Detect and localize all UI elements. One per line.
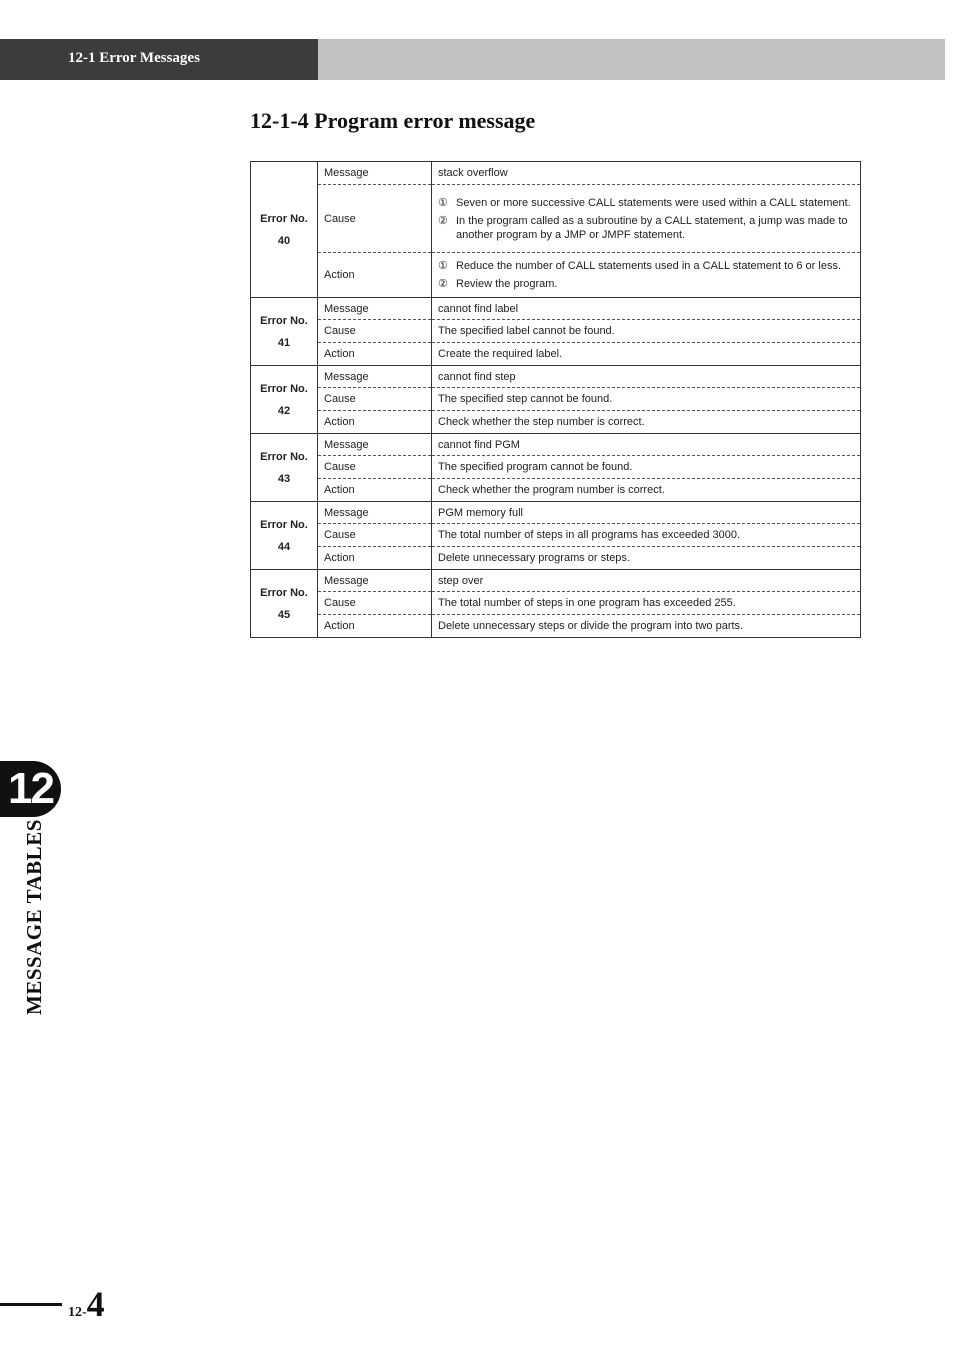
- cause-text: Seven or more successive CALL statements were used within a CALL statement.: [456, 196, 851, 209]
- table-row: [251, 547, 861, 570]
- table-row: [251, 320, 861, 343]
- error-number-cell: [251, 570, 318, 638]
- error-cause: The specified program cannot be found.: [432, 456, 861, 479]
- table-row: [251, 253, 861, 298]
- chapter-number: 12: [8, 764, 53, 813]
- page-number-value: 4: [86, 1284, 105, 1324]
- header-bar: [0, 39, 945, 80]
- error-number: 40: [277, 234, 291, 247]
- table-row: [251, 592, 861, 615]
- header-title-block: [0, 39, 318, 80]
- error-message: stack overflow: [432, 162, 861, 185]
- table-row: [251, 502, 861, 524]
- row-label-message: Message: [318, 570, 432, 592]
- error-action: Delete unnecessary programs or steps.: [432, 547, 861, 570]
- row-label-message: Message: [318, 162, 432, 185]
- error-number-cell: [251, 162, 318, 298]
- error-cause: [432, 185, 861, 253]
- table-row: [251, 456, 861, 479]
- error-action: Create the required label.: [432, 343, 861, 366]
- page-prefix: 12-: [68, 1305, 87, 1320]
- row-label-action: Action: [318, 253, 432, 298]
- table-row: [251, 366, 861, 388]
- cause-text: In the program called as a subroutine by a CALL statement, a jump was made to another program by a JMP or JMPF statement.: [456, 214, 848, 241]
- table-row: [251, 570, 861, 592]
- error-action: [432, 253, 861, 298]
- error-message: cannot find step: [432, 366, 861, 388]
- cause-item: [438, 196, 860, 210]
- error-action: Check whether the step number is correct.: [432, 411, 861, 434]
- table-row: [251, 524, 861, 547]
- error-number: 43: [277, 472, 291, 485]
- row-label-cause: Cause: [318, 592, 432, 615]
- error-no-label: Error No.: [260, 518, 308, 531]
- row-label-cause: Cause: [318, 524, 432, 547]
- header-title: 12-1 Error Messages: [68, 50, 200, 66]
- error-cause: The specified label cannot be found.: [432, 320, 861, 343]
- page-number: [68, 1283, 105, 1325]
- list-marker: ①: [438, 196, 448, 209]
- chapter-tab: [0, 761, 61, 817]
- error-number: 41: [277, 336, 291, 349]
- row-label-cause: Cause: [318, 456, 432, 479]
- error-number: 42: [277, 404, 291, 417]
- error-table: [250, 161, 861, 638]
- table-row: [251, 411, 861, 434]
- row-label-message: Message: [318, 434, 432, 456]
- action-item: [438, 277, 854, 291]
- cause-item: [438, 214, 860, 242]
- error-no-label: Error No.: [260, 212, 308, 225]
- table-row: [251, 162, 861, 185]
- row-label-cause: Cause: [318, 320, 432, 343]
- section-title: 12-1-4 Program error message: [250, 108, 536, 133]
- table-row: [251, 615, 861, 638]
- row-label-cause: Cause: [318, 185, 432, 253]
- error-number: 45: [277, 608, 291, 621]
- error-cause: The specified step cannot be found.: [432, 388, 861, 411]
- list-marker: ②: [438, 214, 448, 227]
- table-row: [251, 185, 861, 253]
- list-marker: ①: [438, 260, 448, 272]
- table-row: [251, 388, 861, 411]
- row-label-message: Message: [318, 298, 432, 320]
- action-text: Review the program.: [456, 278, 558, 290]
- row-label-cause: Cause: [318, 388, 432, 411]
- row-label-message: Message: [318, 502, 432, 524]
- table-row: [251, 298, 861, 320]
- row-label-message: Message: [318, 366, 432, 388]
- error-action: Delete unnecessary steps or divide the program into two parts.: [432, 615, 861, 638]
- action-text: Reduce the number of CALL statements used in a CALL statement to 6 or less.: [456, 260, 842, 272]
- error-number: 44: [277, 540, 291, 553]
- error-no-label: Error No.: [260, 382, 308, 395]
- table-row: [251, 434, 861, 456]
- error-number-cell: [251, 434, 318, 502]
- error-cause: The total number of steps in one program has exceeded 255.: [432, 592, 861, 615]
- error-no-label: Error No.: [260, 586, 308, 599]
- error-message: PGM memory full: [432, 502, 861, 524]
- table-row: [251, 479, 861, 502]
- row-label-action: Action: [318, 615, 432, 638]
- row-label-action: Action: [318, 411, 432, 434]
- action-item: [438, 259, 854, 273]
- row-label-action: Action: [318, 343, 432, 366]
- error-no-label: Error No.: [260, 314, 308, 327]
- error-no-label: Error No.: [260, 450, 308, 463]
- row-label-action: Action: [318, 547, 432, 570]
- chapter-title: MESSAGE TABLES: [22, 819, 46, 1015]
- error-number-cell: [251, 366, 318, 434]
- error-action: Check whether the program number is correct.: [432, 479, 861, 502]
- error-number-cell: [251, 502, 318, 570]
- row-label-action: Action: [318, 479, 432, 502]
- error-cause: The total number of steps in all programs has exceeded 3000.: [432, 524, 861, 547]
- error-message: cannot find PGM: [432, 434, 861, 456]
- error-message: step over: [432, 570, 861, 592]
- error-number-cell: [251, 298, 318, 366]
- error-message: cannot find label: [432, 298, 861, 320]
- table-row: [251, 343, 861, 366]
- list-marker: ②: [438, 278, 448, 290]
- footer-rule: [0, 1303, 62, 1306]
